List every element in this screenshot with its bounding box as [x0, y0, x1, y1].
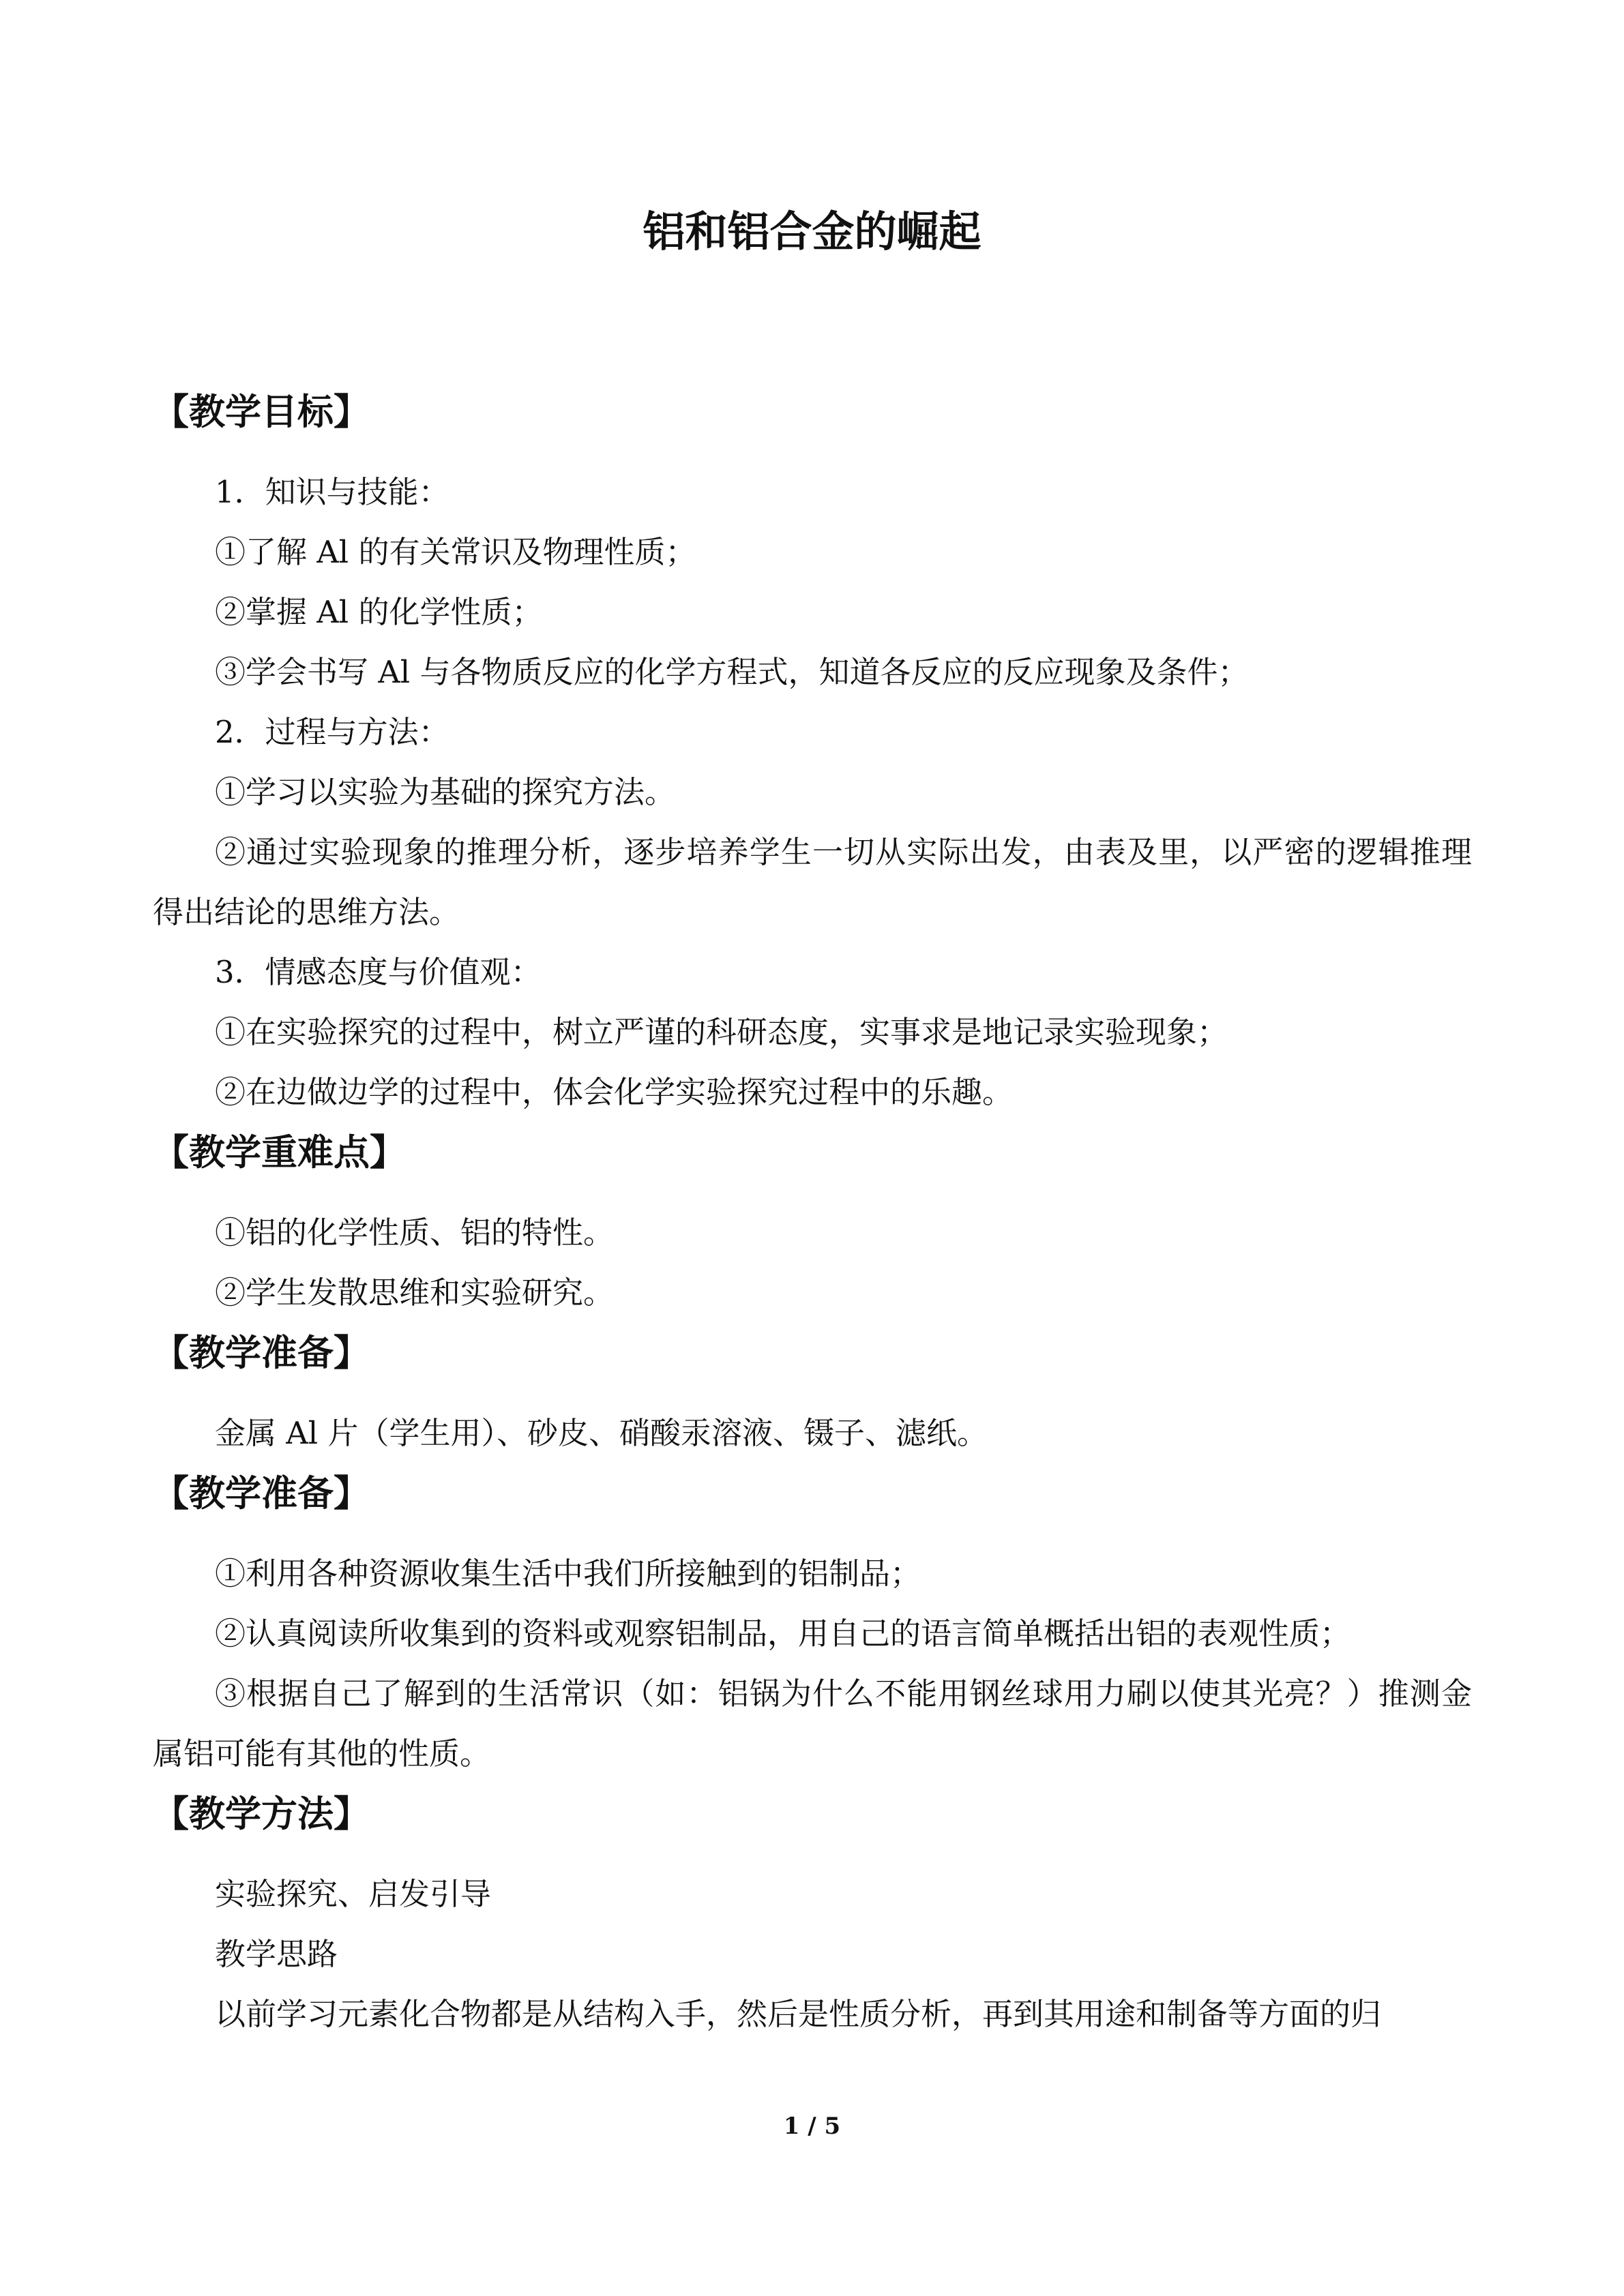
section-preparation: [153, 1323, 1472, 1463]
paragraph: 2．过程与方法：: [215, 714, 449, 750]
section-key-points: [153, 1122, 1472, 1323]
paragraph: 金属 Al 片（学生用）、砂皮、硝酸汞溶液、镊子、滤纸。: [215, 1415, 988, 1451]
section-heading: 【教学准备】: [153, 1332, 370, 1374]
paragraph: ①在实验探究的过程中，树立严谨的科研态度，实事求是地记录实验现象；: [215, 1014, 1228, 1050]
paragraph: 教学思路: [215, 1936, 338, 1972]
section-heading: 【教学目标】: [153, 391, 370, 433]
section-heading: 【教学重难点】: [153, 1132, 406, 1174]
paragraph: ①了解 Al 的有关常识及物理性质；: [215, 534, 696, 570]
section-preparation-2: [153, 1463, 1472, 1784]
section-heading: 【教学方法】: [153, 1793, 370, 1835]
paragraph: 以前学习元素化合物都是从结构入手，然后是性质分析，再到其用途和制备等方面的归: [215, 1996, 1382, 2032]
paragraph: ①利用各种资源收集生活中我们所接触到的铝制品；: [215, 1555, 921, 1592]
paragraph: 3．情感态度与价值观：: [215, 954, 542, 990]
section-heading: 【教学准备】: [153, 1473, 370, 1515]
paragraph: ②认真阅读所收集到的资料或观察铝制品，用自己的语言简单概括出铝的表观性质；: [215, 1615, 1351, 1652]
paragraph: ③学会书写 Al 与各物质反应的化学方程式，知道各反应的反应现象及条件；: [215, 654, 1249, 690]
paragraph: ①学习以实验为基础的探究方法。: [215, 774, 676, 810]
paragraph: ②学生发散思维和实验研究。: [215, 1274, 615, 1311]
document-title: 铝和铝合金的崛起: [643, 207, 981, 256]
paragraph: ②在边做边学的过程中，体会化学实验探究过程中的乐趣。: [215, 1074, 1014, 1110]
paragraph: ①铝的化学性质、铝的特性。: [215, 1214, 615, 1251]
section-methods: [153, 1784, 1472, 2044]
document-body: [153, 382, 1472, 2044]
paragraph: ②通过实验现象的推理分析，逐步培养学生一切从实际出发，由表及里，以严密的逻辑推理得出结论的思维方法。: [153, 834, 1472, 930]
section-objectives: [153, 382, 1472, 1122]
page-number: 1 / 5: [783, 2113, 841, 2140]
paragraph: 实验探究、启发引导: [215, 1876, 492, 1912]
paragraph: ②掌握 Al 的化学性质；: [215, 594, 543, 630]
paragraph: ③根据自己了解到的生活常识（如：铝锅为什么不能用钢丝球用力刷以使其光亮？）推测金属铝可能有其他的性质。: [153, 1675, 1472, 1772]
paragraph: 1．知识与技能：: [215, 474, 449, 510]
